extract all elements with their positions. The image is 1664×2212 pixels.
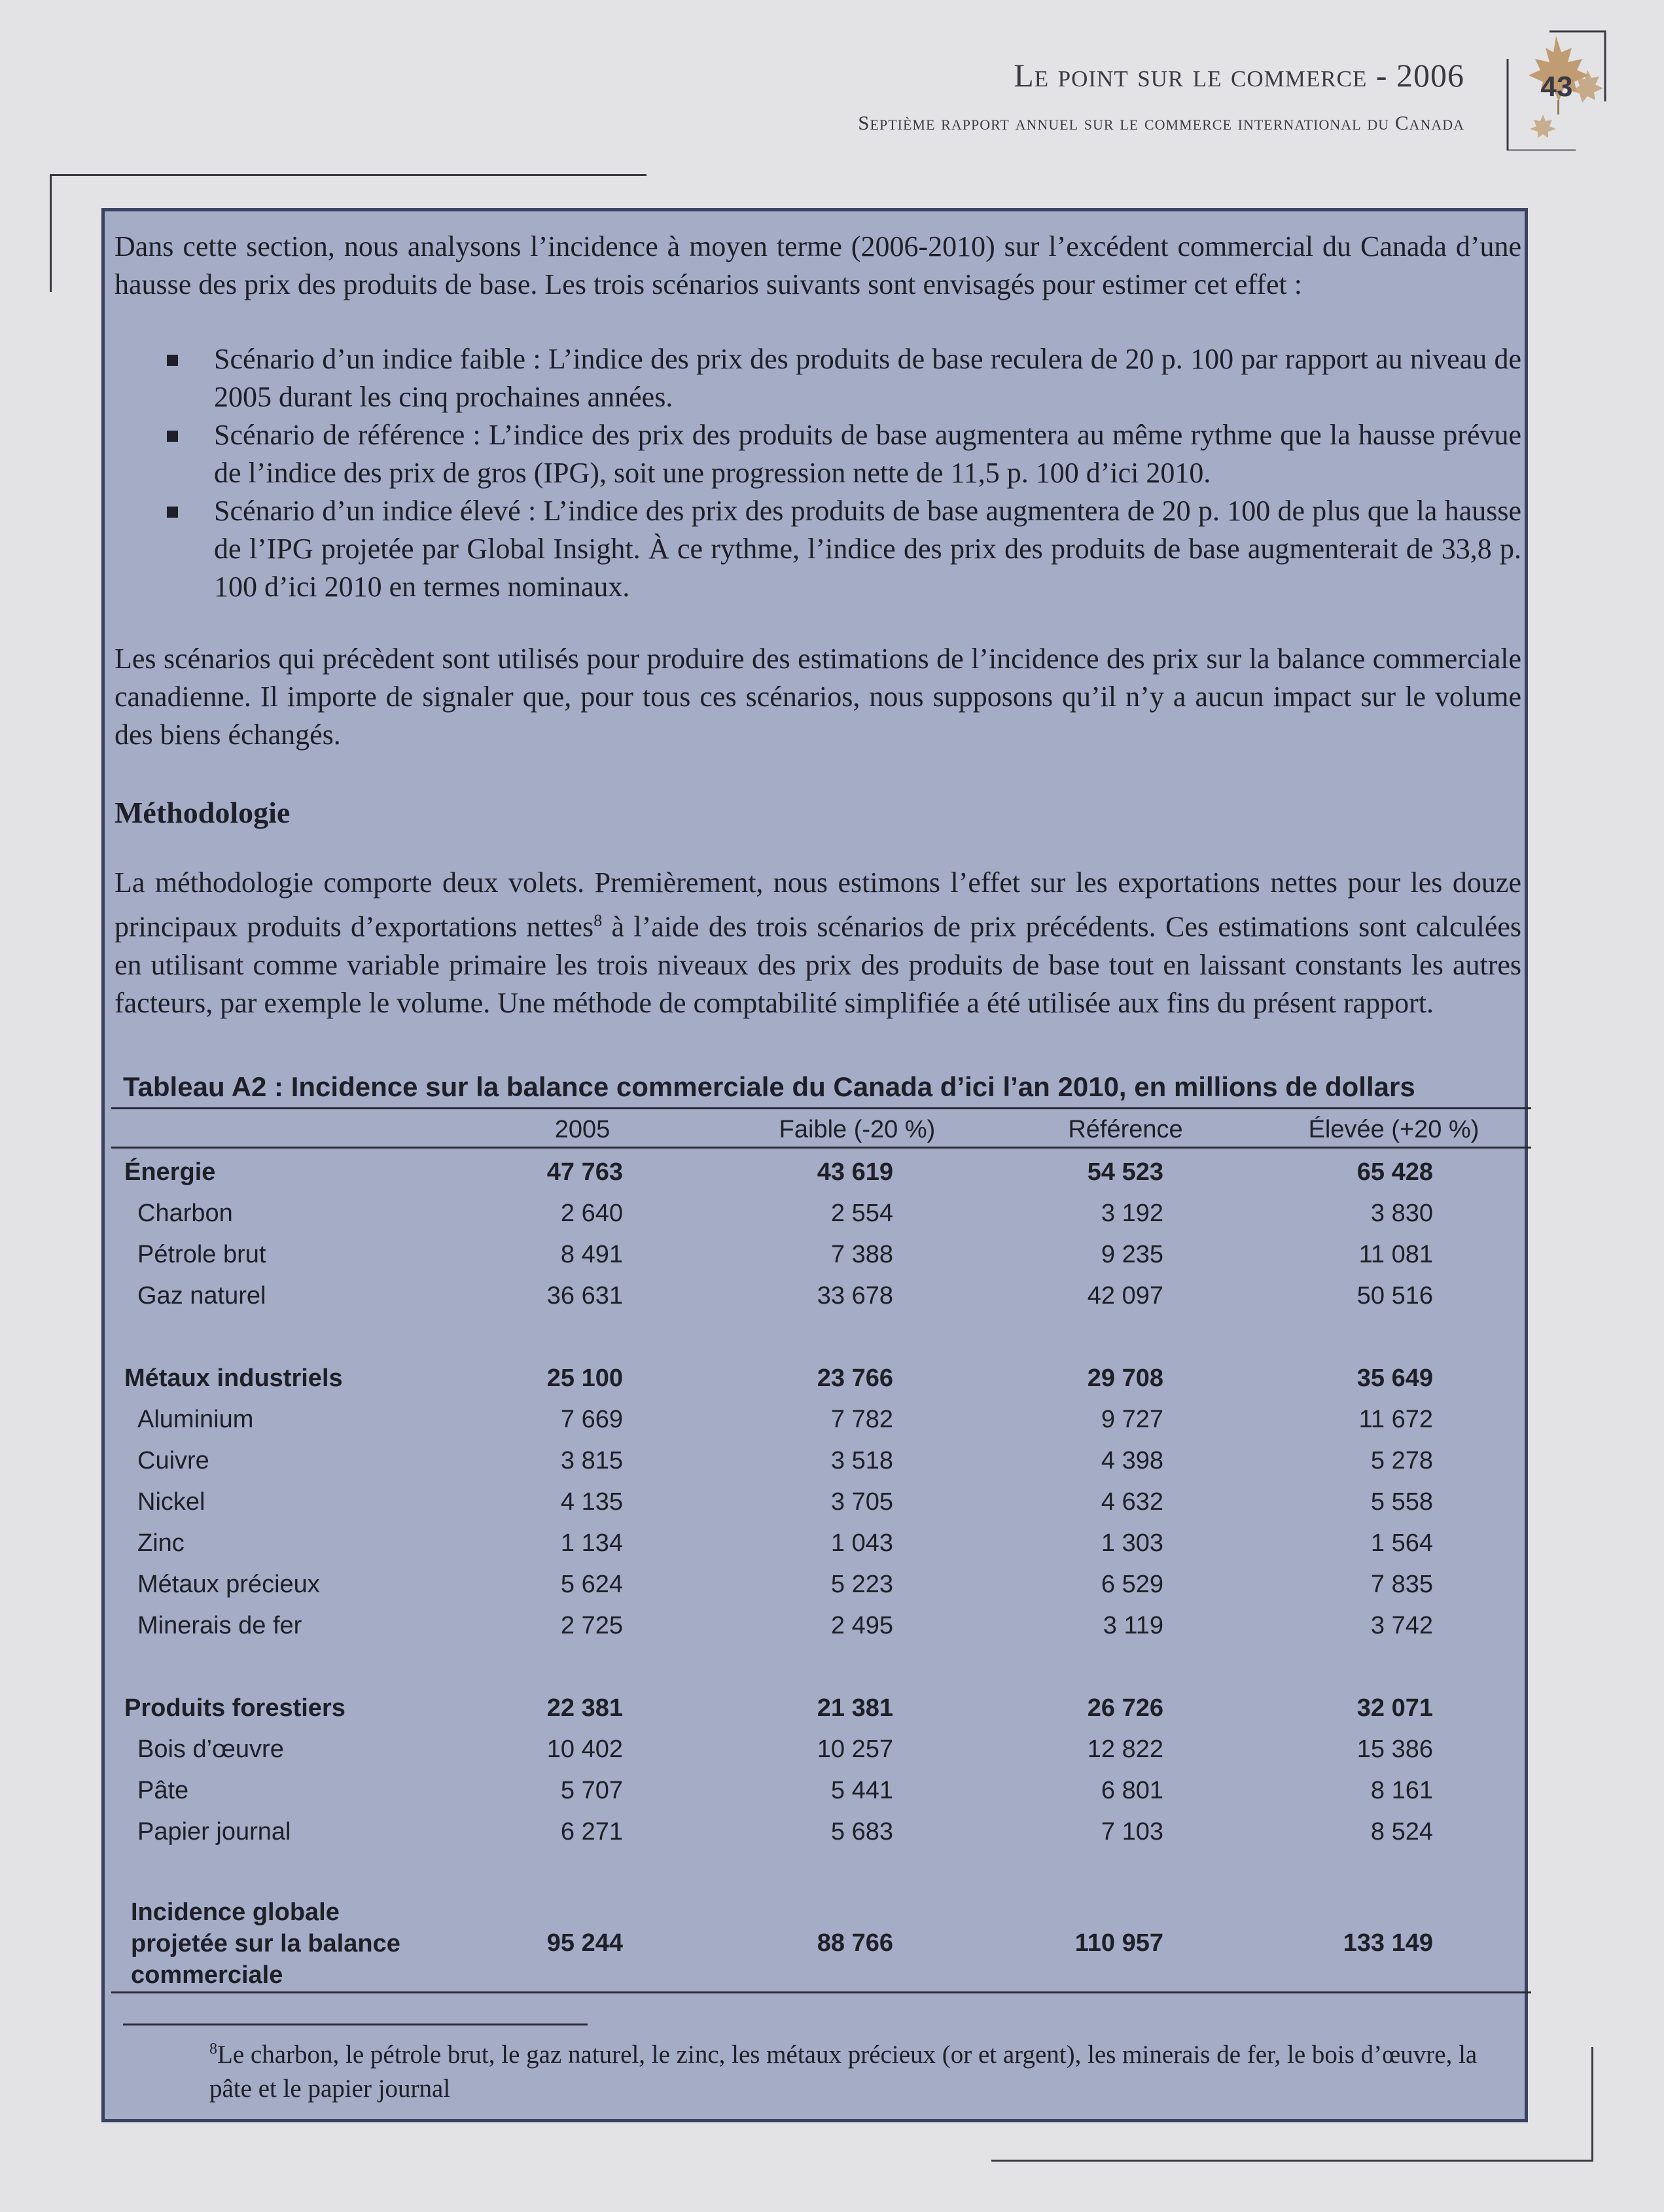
- total-value-reference: 110 957: [1074, 1929, 1163, 1957]
- bullet-square-icon: [167, 507, 178, 518]
- value-high: 7 835: [1370, 1571, 1433, 1598]
- product-label: Minerais de fer: [137, 1612, 302, 1639]
- table-title: Tableau A2 : Incidence sur la balance commerciale du Canada d’ici l’an 2010, en millions de dollars: [123, 1071, 1415, 1102]
- table-row: [0, 1529, 1664, 1569]
- value-low: 23 766: [817, 1365, 893, 1392]
- value-2005: 4 135: [560, 1488, 623, 1516]
- value-reference: 29 708: [1087, 1365, 1163, 1392]
- product-label: Charbon: [137, 1200, 233, 1227]
- value-low: 7 782: [830, 1406, 893, 1433]
- value-reference: 54 523: [1087, 1158, 1163, 1186]
- methodology-heading: Méthodologie: [115, 796, 291, 829]
- value-low: 7 388: [830, 1241, 893, 1268]
- table-row: [0, 1365, 1664, 1404]
- value-2005: 6 271: [560, 1818, 623, 1846]
- total-row: [0, 1929, 1664, 1962]
- value-low: 43 619: [817, 1158, 893, 1186]
- value-2005: 25 100: [546, 1365, 623, 1392]
- value-reference: 4 398: [1101, 1447, 1163, 1474]
- table-row: [0, 1777, 1664, 1816]
- corner-rule-top-left: [50, 174, 646, 176]
- value-low: 3 705: [830, 1488, 893, 1516]
- methodology-text-start: La méthodologie comporte deux volets. Premièrement, nous estimons l’effet sur les exportations nettes pour les douze principaux produits d’exportations nettes: [115, 866, 1521, 943]
- corner-rule-top-left-vertical: [50, 174, 52, 292]
- value-reference: 26 726: [1087, 1694, 1163, 1722]
- table-row: [0, 1158, 1664, 1198]
- value-low: 1 043: [830, 1529, 893, 1557]
- category-label: Produits forestiers: [124, 1694, 345, 1722]
- value-high: 8 524: [1370, 1818, 1433, 1846]
- value-low: 21 381: [817, 1694, 893, 1722]
- product-label: Cuivre: [137, 1447, 209, 1474]
- value-low: 33 678: [817, 1282, 893, 1310]
- product-label: Pâte: [137, 1777, 189, 1804]
- value-high: 15 386: [1356, 1736, 1433, 1763]
- bullet-square-icon: [167, 431, 178, 442]
- value-reference: 12 822: [1087, 1736, 1163, 1763]
- total-row-label: Incidence globale projetée sur la balance commerciale: [131, 1899, 400, 1989]
- product-label: Gaz naturel: [137, 1282, 266, 1310]
- value-reference: 4 632: [1101, 1488, 1163, 1516]
- scenario-item-low: [115, 340, 1521, 416]
- value-2005: 47 763: [546, 1158, 623, 1186]
- scenario-text: Scénario d’un indice faible : L’indice des prix des produits de base reculera de 20 p. 100 par rapport au niveau de 2005 durant les cinq prochaines années.: [214, 343, 1521, 413]
- value-high: 3 830: [1370, 1200, 1433, 1227]
- table-row: [0, 1241, 1664, 1280]
- methodology-paragraph: [115, 864, 1521, 1022]
- scenario-item-reference: [115, 416, 1521, 492]
- table-top-rule: [111, 1107, 1531, 1109]
- scenario-text: Scénario d’un indice élevé : L’indice des prix des produits de base augmentera de 20 p. 100 de plus que la hausse de l’IPG projetée par Global Insight. À ce rythme, l’indice des prix des produits de base augmenterait de 33,8 p. 100 d’ici 2010 en termes nominaux.: [214, 495, 1521, 603]
- value-2005: 2 725: [560, 1612, 623, 1639]
- scenario-text: Scénario de référence : L’indice des prix des produits de base augmentera au même rythme que la hausse prévue de l’indice des prix de gros (IPG), soit une progression nette de 11,5 p. 100 d’ici 2010.: [214, 419, 1521, 489]
- total-value-2005: 95 244: [546, 1929, 623, 1957]
- column-header-reference: Référence: [1068, 1116, 1183, 1143]
- value-low: 5 683: [830, 1818, 893, 1846]
- corner-rule-bottom-right: [991, 2160, 1593, 2162]
- value-low: 5 441: [830, 1777, 893, 1804]
- value-reference: 7 103: [1101, 1818, 1163, 1846]
- value-high: 11 081: [1358, 1241, 1433, 1268]
- value-high: 5 558: [1370, 1488, 1433, 1516]
- value-reference: 3 192: [1101, 1200, 1163, 1227]
- value-reference: 6 529: [1101, 1571, 1163, 1598]
- value-reference: 42 097: [1087, 1282, 1163, 1310]
- category-label: Métaux industriels: [124, 1365, 343, 1392]
- footnote-reference: 8: [593, 911, 603, 930]
- footnote-text: Le charbon, le pétrole brut, le gaz naturel, le zinc, les métaux précieux (or et argent), les minerais de fer, le bois d’œuvre, la pâte et le papier journal: [209, 2041, 1478, 2103]
- total-value-low: 88 766: [817, 1929, 893, 1957]
- corner-rule-bottom-right-vertical: [1591, 2047, 1593, 2162]
- value-2005: 5 707: [560, 1777, 623, 1804]
- product-label: Pétrole brut: [137, 1241, 266, 1268]
- value-low: 5 223: [830, 1571, 893, 1598]
- value-high: 11 672: [1358, 1406, 1433, 1433]
- scenario-list: [115, 340, 1521, 606]
- product-label: Aluminium: [137, 1406, 254, 1433]
- value-reference: 9 727: [1101, 1406, 1163, 1433]
- value-low: 2 495: [830, 1612, 893, 1639]
- product-label: Zinc: [137, 1529, 185, 1557]
- page-number: 43: [1540, 71, 1573, 103]
- value-reference: 6 801: [1101, 1777, 1163, 1804]
- table-row: [0, 1406, 1664, 1445]
- column-header-2005: 2005: [554, 1116, 611, 1143]
- value-low: 2 554: [830, 1200, 893, 1227]
- table-row: [0, 1736, 1664, 1775]
- table-row: [0, 1818, 1664, 1857]
- value-reference: 1 303: [1101, 1529, 1163, 1557]
- value-high: 3 742: [1370, 1612, 1433, 1639]
- value-2005: 36 631: [546, 1282, 623, 1310]
- table-header-rule: [111, 1147, 1531, 1149]
- table-row: [0, 1694, 1664, 1734]
- scenarios-paragraph: Les scénarios qui précèdent sont utilisés pour produire des estimations de l’incidence des prix sur la balance commerciale canadienne. Il importe de signaler que, pour tous ces scénarios, nous supposons qu’il n’y a aucun impact sur le volume des biens échangés.: [115, 643, 1521, 751]
- scenario-item-high: [115, 492, 1521, 606]
- footnote-rule: [123, 2024, 588, 2025]
- value-2005: 8 491: [560, 1241, 623, 1268]
- running-header-subtitle: Septième rapport annuel sur le commerce international du Canada: [858, 111, 1464, 134]
- product-label: Bois d’œuvre: [137, 1736, 284, 1763]
- intro-paragraph: Dans cette section, nous analysons l’incidence à moyen terme (2006-2010) sur l’excédent commercial du Canada d’une hausse des prix des produits de base. Les trois scénarios suivants sont envisagés pour estimer cet effet :: [115, 230, 1521, 300]
- value-high: 32 071: [1356, 1694, 1433, 1722]
- value-low: 3 518: [830, 1447, 893, 1474]
- category-label: Énergie: [124, 1158, 216, 1186]
- product-label: Nickel: [137, 1488, 205, 1516]
- table-row: [0, 1488, 1664, 1527]
- table-row: [0, 1447, 1664, 1486]
- table-row: [0, 1571, 1664, 1610]
- value-reference: 3 119: [1103, 1612, 1163, 1639]
- bullet-square-icon: [167, 355, 178, 366]
- value-high: 35 649: [1356, 1365, 1433, 1392]
- value-2005: 10 402: [546, 1736, 623, 1763]
- value-high: 50 516: [1356, 1282, 1433, 1310]
- value-2005: 3 815: [560, 1447, 623, 1474]
- value-2005: 2 640: [560, 1200, 623, 1227]
- value-high: 8 161: [1370, 1777, 1433, 1804]
- value-2005: 7 669: [560, 1406, 623, 1433]
- methodology-text-end: à l’aide des trois scénarios de prix précédents. Ces estimations sont calculées en utilisant comme variable primaire les trois niveaux des prix des produits de base tout en laissant constants les autres facteurs, par exemple le volume. Une méthode de comptabilité simplifiée a été utilisée aux fins du présent rapport.: [115, 910, 1521, 1019]
- column-header-high: Élevée (+20 %): [1308, 1116, 1479, 1143]
- table-row: [0, 1282, 1664, 1321]
- footnote-number: 8: [209, 2041, 217, 2058]
- footnote: [209, 2032, 1492, 2106]
- product-label: Papier journal: [137, 1818, 291, 1846]
- value-high: 1 564: [1370, 1529, 1433, 1557]
- table-row: [0, 1612, 1664, 1651]
- value-2005: 22 381: [546, 1694, 623, 1722]
- column-header-low: Faible (-20 %): [779, 1116, 936, 1143]
- table-row: [0, 1200, 1664, 1239]
- product-label: Métaux précieux: [137, 1571, 320, 1598]
- value-high: 65 428: [1356, 1158, 1433, 1186]
- value-2005: 1 134: [560, 1529, 623, 1557]
- table-bottom-rule: [111, 1991, 1531, 1993]
- value-low: 10 257: [817, 1736, 893, 1763]
- total-value-high: 133 149: [1343, 1929, 1433, 1957]
- value-high: 5 278: [1370, 1447, 1433, 1474]
- running-header-title: Le point sur le commerce - 2006: [1014, 57, 1464, 94]
- value-2005: 5 624: [560, 1571, 623, 1598]
- value-reference: 9 235: [1101, 1241, 1163, 1268]
